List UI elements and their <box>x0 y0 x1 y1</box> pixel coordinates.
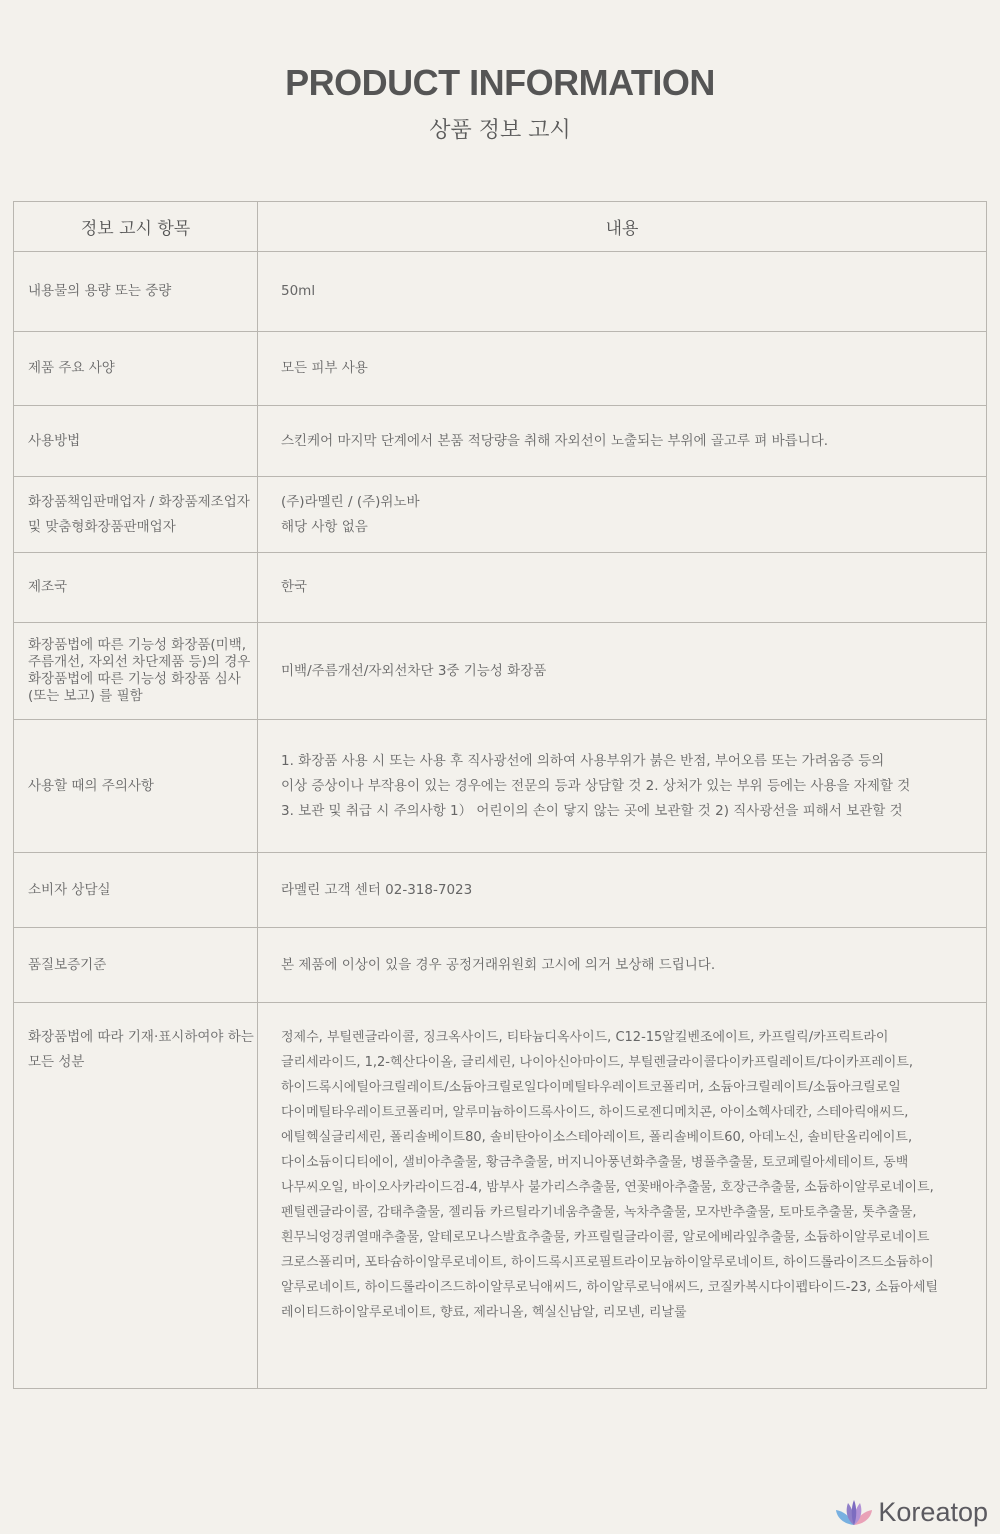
value-line: 에틸헥실글리세린, 폴리솔베이트80, 솔비탄아이소스테아레이트, 폴리솔베이트60, 아데노신, 솔비탄올리에이트, <box>281 1130 913 1145</box>
row-value <box>258 252 987 332</box>
value-line: 펜틸렌글라이콜, 감태추출물, 젤리듐 카르틸라기네움추출물, 녹차추출물, 모자반추출물, 토마토추출물, 톳추출물, <box>281 1205 917 1220</box>
value-line: 미백/주름개선/자외선차단 3중 기능성 화장품 <box>281 662 547 679</box>
table-row <box>14 1003 987 1389</box>
page-subtitle: 상품 정보 고시 <box>429 118 571 143</box>
value-line: 글리세라이드, 1,2-헥산다이올, 글리세린, 나이아신아마이드, 부틸렌글라이콜다이카프릴레이트/다이카프레이트, <box>281 1055 914 1070</box>
label-line: (또는 보고) 를 필함 <box>28 688 143 704</box>
table-row <box>14 406 987 477</box>
label-line: 화장품법에 따른 기능성 화장품 심사 <box>28 671 241 687</box>
value-line: 하이드록시에틸아크릴레이트/소듐아크릴로일다이메틸타우레이트코폴리머, 소듐아크릴레이트/소듐아크릴로일 <box>281 1080 901 1095</box>
value-line: 본 제품에 이상이 있을 경우 공정거래위원회 고시에 의거 보상해 드립니다. <box>281 956 716 973</box>
row-label <box>14 477 258 553</box>
label-line: 제조국 <box>28 579 68 595</box>
value-line: 나무씨오일, 바이오사카라이드검-4, 밤부사 불가리스추출물, 연꽃배아추출물, 호장근추출물, 소듐하이알루로네이트, <box>281 1180 934 1195</box>
row-label <box>14 623 258 720</box>
label-line: 사용할 때의 주의사항 <box>28 777 154 794</box>
row-label <box>14 553 258 623</box>
value-line: 크로스폴리머, 포타슘하이알루로네이트, 하이드록시프로필트라이모늄하이알루로네이트, 하이드롤라이즈드소듐하이 <box>281 1255 934 1270</box>
value-line: 다이소듐이디티에이, 샐비아추출물, 황금추출물, 버지니아풍년화추출물, 병풀추출물, 토코페릴아세테이트, 동백 <box>281 1155 909 1170</box>
row-label <box>14 406 258 477</box>
table-row <box>14 623 987 720</box>
row-label <box>14 853 258 928</box>
value-line: 3. 보관 및 취급 시 주의사항 1） 어린이의 손이 닿지 않는 곳에 보관할 것 2) 직사광선을 피해서 보관할 것 <box>281 802 903 819</box>
value-line: 한국 <box>281 579 308 595</box>
row-label <box>14 332 258 406</box>
row-value <box>258 720 987 853</box>
koreatop-logo[interactable] <box>834 1497 988 1528</box>
page-title: PRODUCT INFORMATION <box>285 62 715 103</box>
label-line: 및 맞춤형화장품판매업자 <box>28 518 176 535</box>
label-line: 소비자 상담실 <box>28 881 111 898</box>
table-row <box>14 477 987 553</box>
value-line: 정제수, 부틸렌글라이콜, 징크옥사이드, 티타늄디옥사이드, C12-15알킬벤조에이트, 카프릴릭/카프릭트라이 <box>281 1030 889 1045</box>
value-line: (주)라멜린 / (주)위노바 <box>281 493 420 510</box>
lotus-icon <box>834 1498 874 1528</box>
column-header-item: 정보 고시 항목 <box>14 202 258 252</box>
row-value <box>258 853 987 928</box>
product-info-table <box>13 201 987 1389</box>
table-row <box>14 553 987 623</box>
label-line: 제품 주요 사양 <box>28 360 115 376</box>
row-label <box>14 720 258 853</box>
value-line: 라멜린 고객 센터 02-318-7023 <box>281 881 473 898</box>
row-value <box>258 406 987 477</box>
row-value <box>258 332 987 406</box>
row-value <box>258 928 987 1003</box>
row-label <box>14 252 258 332</box>
value-line: 스킨케어 마지막 단계에서 본품 적당량을 취해 자외선이 노출되는 부위에 골고루 펴 바릅니다. <box>281 432 829 449</box>
row-value <box>258 623 987 720</box>
table-header-row <box>14 202 987 252</box>
label-line: 주름개선, 자외선 차단제품 등)의 경우 <box>28 654 251 670</box>
value-line: 다이메틸타우레이트코폴리머, 알루미늄하이드록사이드, 하이드로젠디메치콘, 아이소헥사데칸, 스테아릭애씨드, <box>281 1105 909 1120</box>
value-line: 알루로네이트, 하이드롤라이즈드하이알루로닉애씨드, 하이알루로닉애씨드, 코질카복시다이펩타이드-23, 소듐아세틸 <box>281 1280 939 1295</box>
column-header-content: 내용 <box>258 202 987 252</box>
table-row <box>14 252 987 332</box>
table-row <box>14 720 987 853</box>
row-value <box>258 553 987 623</box>
row-value <box>258 1003 987 1389</box>
value-line: 1. 화장품 사용 시 또는 사용 후 직사광선에 의하여 사용부위가 붉은 반점, 부어오름 또는 가려움증 등의 <box>281 752 885 769</box>
row-label <box>14 928 258 1003</box>
page-header <box>0 0 1000 146</box>
table-row <box>14 332 987 406</box>
value-line: 이상 증상이나 부작용이 있는 경우에는 전문의 등과 상담할 것 2. 상처가 있는 부위 등에는 사용을 자제할 것 <box>281 777 911 794</box>
table-row <box>14 928 987 1003</box>
value-line: 레이티드하이알루로네이트, 향료, 제라니올, 헥실신남알, 리모넨, 리날룰 <box>281 1305 687 1320</box>
label-line: 화장품책임판매업자 / 화장품제조업자 <box>28 493 250 510</box>
value-line: 50ml <box>281 283 316 299</box>
label-line: 사용방법 <box>28 432 81 449</box>
logo-text: Koreatop <box>878 1497 988 1527</box>
label-line: 품질보증기준 <box>28 956 107 973</box>
value-line: 흰무늬엉겅퀴열매추출물, 알테로모나스발효추출물, 카프릴릴글라이콜, 알로에베라잎추출물, 소듐하이알루로네이트 <box>281 1230 930 1245</box>
row-value <box>258 477 987 553</box>
label-line: 내용물의 용량 또는 중량 <box>28 283 172 299</box>
value-line: 모든 피부 사용 <box>281 360 368 376</box>
row-label <box>14 1003 258 1389</box>
table-row <box>14 853 987 928</box>
label-line: 모든 성분 <box>28 1054 85 1070</box>
value-line: 해당 사항 없음 <box>281 518 368 535</box>
label-line: 화장품법에 따라 기재·표시하여야 하는 <box>28 1029 254 1045</box>
label-line: 화장품법에 따른 기능성 화장품(미백, <box>28 637 247 653</box>
